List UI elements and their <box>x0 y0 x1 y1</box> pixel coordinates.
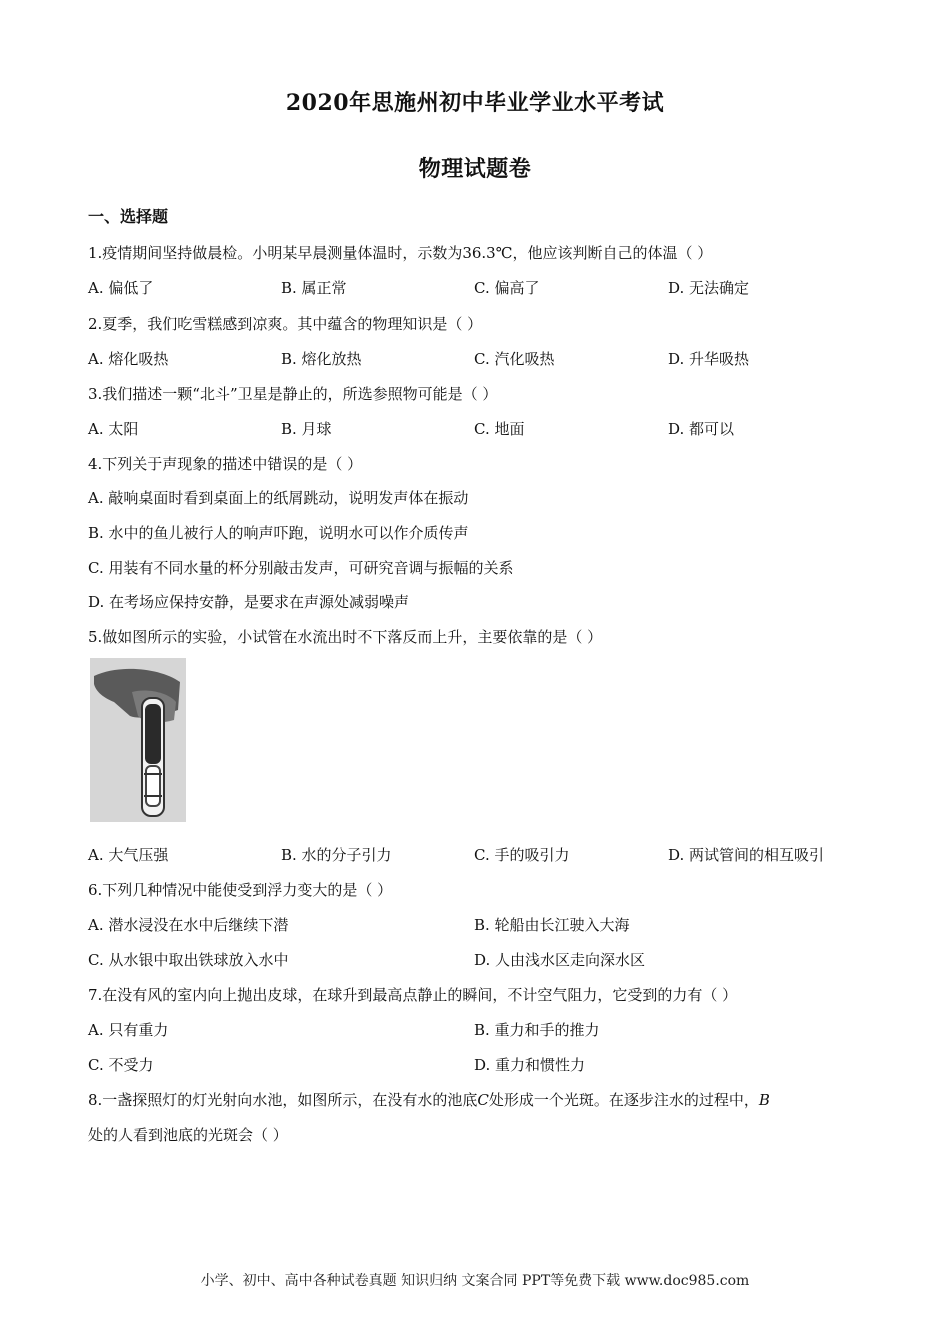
q3-option-b: B. 月球 <box>281 420 332 438</box>
q7-option-a: A. 只有重力 <box>88 1021 169 1039</box>
q8-var-c: C <box>477 1091 489 1109</box>
q3-option-a: A. 太阳 <box>88 420 139 438</box>
question-2: 2.夏季，我们吃雪糕感到凉爽。其中蕴含的物理知识是（ ） <box>88 315 483 333</box>
q8-stem-part-1: 8.一盏探照灯的灯光射向水池，如图所示，在没有水的池底 <box>88 1091 478 1109</box>
q1-option-a: A. 偏低了 <box>88 279 154 297</box>
q7-option-c: C. 不受力 <box>88 1056 154 1074</box>
question-6: 6.下列几种情况中能使受到浮力变大的是（ ） <box>88 881 393 899</box>
q8-stem-continued: 处的人看到池底的光斑会（ ） <box>88 1126 288 1144</box>
q4-option-a: A. 敲响桌面时看到桌面上的纸屑跳动，说明发声体在振动 <box>88 489 469 507</box>
exam-title: 2020年思施州初中毕业学业水平考试 <box>285 90 665 116</box>
q4-option-d: D. 在考场应保持安静，是要求在声源处减弱噪声 <box>88 593 410 611</box>
q6-option-d: D. 人由浅水区走向深水区 <box>474 951 646 969</box>
q8-stem-part-2: 处形成一个光斑。在逐步注水的过程中， <box>488 1091 759 1109</box>
q6-option-b: B. 轮船由长江驶入大海 <box>474 916 630 934</box>
q5-option-b: B. 水的分子引力 <box>281 846 392 864</box>
q4-option-c: C. 用装有不同水量的杯分别敲击发声，可研究音调与振幅的关系 <box>88 559 514 577</box>
q6-option-a: A. 潜水浸没在水中后继续下潜 <box>88 916 289 934</box>
q3-option-d: D. 都可以 <box>668 420 735 438</box>
question-5: 5.做如图所示的实验，小试管在水流出时不下落反而上升，主要依靠的是（ ） <box>88 628 603 646</box>
page-footer: 小学、初中、高中各种试卷真题 知识归纳 文案合同 PPT等免费下载 www.doc985.com <box>200 1273 750 1289</box>
q4-option-b: B. 水中的鱼儿被行人的响声吓跑，说明水可以作介质传声 <box>88 524 469 542</box>
question-1: 1.疫情期间坚持做晨检。小明某早晨测量体温时，示数为36.3℃，他应该判断自己的体温（ ） <box>88 244 713 262</box>
q1-option-d: D. 无法确定 <box>668 279 750 297</box>
q3-option-c: C. 地面 <box>474 420 525 438</box>
section-heading: 一、选择题 <box>88 207 169 226</box>
q2-option-d: D. 升华吸热 <box>668 350 750 368</box>
q5-option-c: C. 手的吸引力 <box>474 846 570 864</box>
q1-option-b: B. 属正常 <box>281 279 347 297</box>
q2-option-c: C. 汽化吸热 <box>474 350 555 368</box>
exam-subtitle: 物理试题卷 <box>418 156 532 182</box>
question-8 <box>88 1089 770 1110</box>
test-tube-photo <box>90 658 186 822</box>
question-4: 4.下列关于声现象的描述中错误的是（ ） <box>88 455 363 473</box>
q6-option-c: C. 从水银中取出铁球放入水中 <box>88 951 289 969</box>
q7-option-d: D. 重力和惯性力 <box>474 1056 586 1074</box>
q8-var-b: B <box>758 1091 770 1109</box>
question-3: 3.我们描述一颗“北斗”卫星是静止的，所选参照物可能是（ ） <box>88 385 498 403</box>
q1-option-c: C. 偏高了 <box>474 279 540 297</box>
question-7: 7.在没有风的室内向上抛出皮球，在球升到最高点静止的瞬间，不计空气阻力，它受到的力有（ ） <box>88 986 738 1004</box>
test-tube-illustration <box>90 658 186 822</box>
q2-option-a: A. 熔化吸热 <box>88 350 169 368</box>
q7-option-b: B. 重力和手的推力 <box>474 1021 600 1039</box>
q2-option-b: B. 熔化放热 <box>281 350 362 368</box>
q5-option-d: D. 两试管间的相互吸引 <box>668 846 825 864</box>
q5-option-a: A. 大气压强 <box>88 846 169 864</box>
